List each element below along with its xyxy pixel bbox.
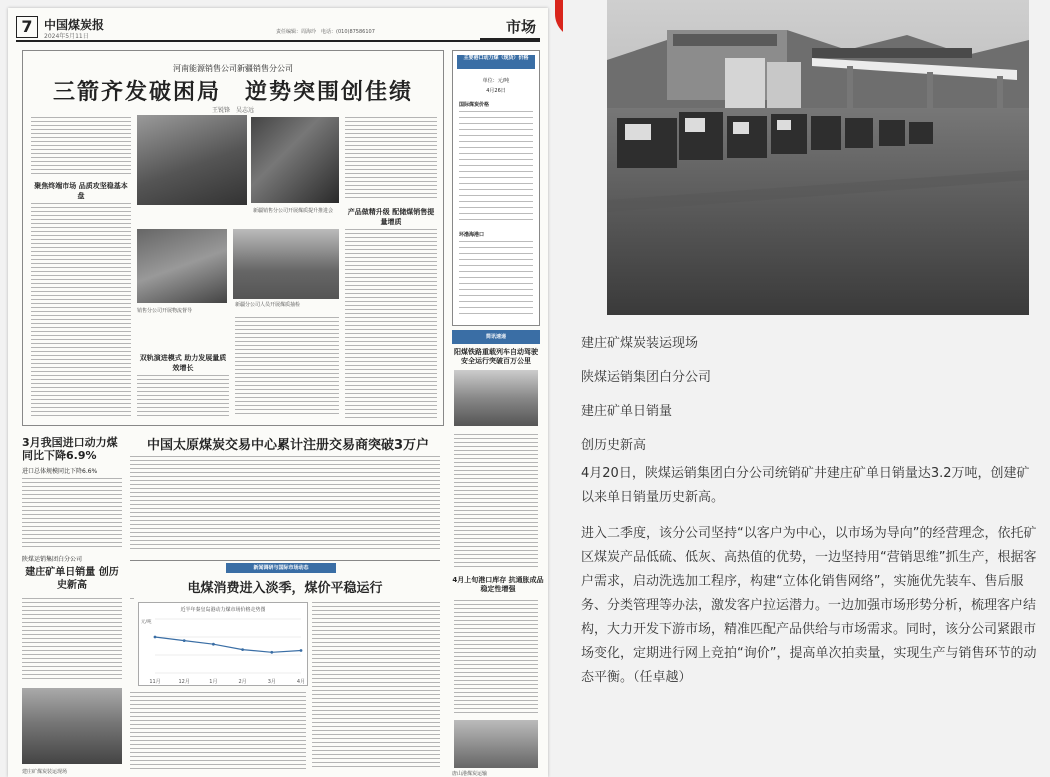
series-line xyxy=(155,637,301,652)
issue-date: 2024年5月11日 xyxy=(44,33,89,40)
x-tick-label: 11月 xyxy=(149,679,161,685)
lead-body-text xyxy=(31,117,131,177)
price-table-title: 主要港口动力煤（现货）价格 xyxy=(457,55,535,69)
staff-photo xyxy=(233,229,339,299)
x-tick-label: 2月 xyxy=(238,679,247,685)
price-table-head: 环渤海港口 xyxy=(459,232,485,238)
port-stock-body-text xyxy=(454,600,538,714)
import-body-text xyxy=(22,478,122,548)
market-body-text xyxy=(130,692,306,770)
news-brief-label: 简讯速递 xyxy=(452,330,540,344)
sales-kicker: 陕煤运销集团白分公司 xyxy=(22,556,83,563)
lead-story[interactable] xyxy=(22,50,444,426)
newspaper-page[interactable] xyxy=(8,8,548,777)
coal-photo xyxy=(251,117,339,203)
import-headline[interactable]: 3月我国进口动力煤 同比下降6.9% xyxy=(22,436,118,462)
article-headline-line1: 建庄矿单日销量 xyxy=(581,404,673,419)
market-story-label: 新闻调研与国际市场动态 xyxy=(226,563,336,573)
lead-subhead-3: 双轨演进模式 助力发展量质效增长 xyxy=(139,354,227,372)
photo-caption: 销售分公司开展物流督导 xyxy=(137,308,193,314)
data-point xyxy=(270,651,273,654)
lead-subhead-1: 聚焦终端市场 品质攻坚稳基本盘 xyxy=(34,182,128,200)
lead-body-text xyxy=(31,203,131,419)
x-tick-label: 3月 xyxy=(267,679,276,685)
data-point xyxy=(183,639,186,642)
news-brief-headline[interactable]: 阳煤铁路重载列车自动驾驶 安全运行突破百万公里 xyxy=(454,348,538,365)
x-tick-label: 1月 xyxy=(209,679,218,685)
y-axis-label: 元/吨 xyxy=(141,620,152,625)
port-photo-caption: 唐山港煤炭运输 xyxy=(452,771,488,777)
lead-headline: 三箭齐发破困局 逆势突围创佳绩 xyxy=(52,80,413,105)
section-bar xyxy=(480,38,540,41)
article-paragraph-2: 进入二季度，该分公司坚持“以客户为中心，以市场为导向”的经营理念，依托矿区煤炭产品低硫、低灰、高热值的优势，一边坚持用“营销思维”抓生产，根据客户需求，启动洗选加工程序，构建“立体化销售网络”，实施优先装车、售后服务、分类管理等办法，激发客户拉运潜力。一边加强市场形势分析，梳理客户结构，大力开发下游市场，精准匹配产品供给与市场需求。同时，该分公司紧跟市场变化，定期进行网上竞拍“询价”，提高单次拍卖量，实现生产与销售环节的动态平衡。（任卓越） xyxy=(581,526,1037,685)
masthead xyxy=(16,14,540,42)
data-point xyxy=(212,643,215,646)
lead-body-text xyxy=(137,375,229,419)
data-point xyxy=(300,649,303,652)
hero-photo xyxy=(607,0,1029,315)
article-headline-line2: 创历史新高 xyxy=(581,438,647,453)
sales-headline[interactable]: 建庄矿单日销量 创历史新高 xyxy=(25,567,119,591)
newspaper-logo: 中国煤炭报 xyxy=(44,18,105,32)
trucks-photo xyxy=(137,115,247,205)
article-caption: 建庄矿煤炭装运现场 xyxy=(581,336,699,351)
article-company: 陕煤运销集团白分公司 xyxy=(581,370,712,385)
railway-photo xyxy=(454,370,538,426)
market-body-text xyxy=(312,602,440,770)
x-tick-label: 4月 xyxy=(296,679,306,685)
lead-body-text xyxy=(235,317,339,417)
price-table-unit: 单位：元/吨 xyxy=(482,78,510,84)
port-stock-headline[interactable]: 4月上旬港口库存 抗通胀成品稳定性增强 xyxy=(452,576,544,593)
lead-kicker: 河南能源销售公司新疆销售分公司 xyxy=(173,64,293,73)
lead-body-text xyxy=(345,229,437,419)
lead-body-text xyxy=(345,117,437,201)
sales-body-text xyxy=(22,598,122,682)
exchange-body-text xyxy=(130,456,440,552)
exchange-headline[interactable]: 中国太原煤炭交易中心累计注册交易商突破3万户 xyxy=(146,438,430,453)
lead-subhead-2: 产品做精升级 配储煤销售提量增质 xyxy=(347,208,435,226)
editor-line: 责任编辑：周海玲 电话：(010)87586107 xyxy=(276,29,375,35)
chart-caption: 近半年秦皇岛港动力煤市场价格走势图 xyxy=(180,607,266,613)
divider xyxy=(130,598,134,599)
price-table-head: 国际煤炭价格 xyxy=(459,102,490,108)
inspection-photo xyxy=(137,229,227,303)
sales-photo-caption: 建庄矿煤炭装运现场 xyxy=(22,769,68,775)
photo-caption: 新疆销售分公司开展煤质提升推进会 xyxy=(253,208,334,214)
data-point xyxy=(241,648,244,651)
port-photo xyxy=(454,720,538,768)
article-panel xyxy=(563,0,1050,777)
coal-loading-site-illustration xyxy=(607,0,1029,315)
lead-byline: 王锐锋 吴志远 xyxy=(211,107,254,114)
price-trend-chart xyxy=(138,602,308,686)
price-table-date: 4月26日 xyxy=(486,88,506,94)
price-trend-plot xyxy=(139,615,307,685)
x-tick-label: 12月 xyxy=(178,679,190,685)
price-table-box[interactable] xyxy=(452,50,540,326)
price-table-grid xyxy=(459,111,533,221)
brief-body-text xyxy=(454,434,538,570)
section-title: 市场 xyxy=(505,18,536,36)
data-point xyxy=(154,636,157,639)
page-number: 7 xyxy=(16,16,38,38)
price-table-grid xyxy=(459,241,533,317)
loading-site-photo xyxy=(22,688,122,764)
article-paragraph-1: 4月20日，陕煤运销集团白分公司统销矿井建庄矿单日销量达3.2万吨，创建矿以来单日销量历史新高。 xyxy=(581,466,1030,505)
market-story-headline: 电煤消费进入淡季，煤价平稳运行 xyxy=(187,581,383,596)
import-subhead: 进口总体规模同比下降6.6% xyxy=(22,468,98,475)
photo-caption: 新疆分公司人员开展煤质抽检 xyxy=(235,302,301,308)
